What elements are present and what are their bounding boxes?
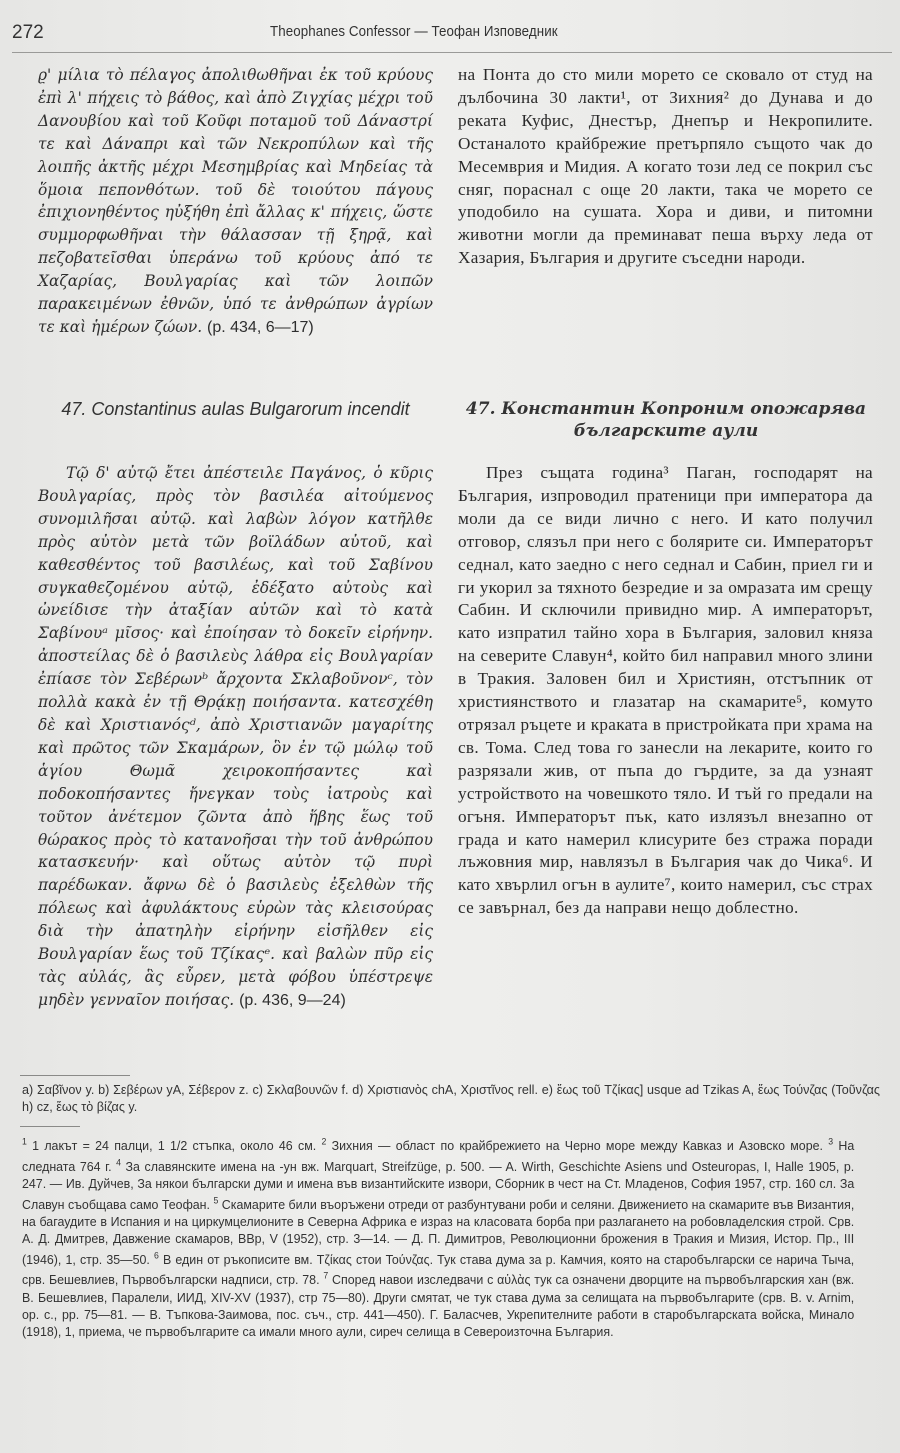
bulgarian-text-47 xyxy=(458,462,873,920)
apparatus-rule xyxy=(20,1075,130,1076)
greek-text-47 xyxy=(38,462,433,1013)
greek-text-46 xyxy=(38,64,433,340)
bulgarian-section-title: 47. Константин Копроним опожарява българските аули xyxy=(465,399,867,441)
header-rule xyxy=(12,52,892,53)
page-number: 272 xyxy=(12,22,44,43)
running-head xyxy=(12,22,892,44)
greek-source-ref: (p. 434, 6—17) xyxy=(207,318,314,336)
footnote-5: $^5$ Скамарите били въоръжени отреди от разбунтувани роби и селяни. Движението на скамарите във Византия, на багаудите в Испания и на циркумцелионите в Северна Африка е израз на класовата борба при разлагането на робовладелския строй. Срв. А. Д. Дмитрев, Давжение скамаров, ВВр, V (1952), стр. 3—14. — Д. П. Димитров, Революционни брожения в Тракия и Мизия, Истор. Пр., III (1946), 1, стр. 35—50. xyxy=(22,1195,855,1267)
greek-paragraph: Τῷ δ' αὐτῷ ἔτει ἀπέστειλε Παγάνος, ὁ κῦρις Βουλγαρίας, πρὸς τὸν βασιλέα αἰτούμενος συνομιλῆσαι αὐτῷ. καὶ λαβὼν λόγον κατῆλθε πρὸς αὐτὸν μετὰ τῶν βοϊλάδων αὐτοῦ, καὶ καθεσθέντος τοῦ βασιλέως, καὶ τοῦ Σαβίνου συγκαθεζομένου αὐτῷ, ἐδέξατο αὐτοὺς καὶ ὠνείδισε τὴν ἀταξίαν αὐτῶν καὶ τὸ κατὰ Σαβίνουᵃ μῖσος· καὶ ἐποίησαν τὸ δοκεῖν εἰρήνην. ἀποστείλας δὲ ὁ βασιλεὺς λάθρα εἰς Βουλγαρίαν ἐπίασε τὸν Σεβέρωνᵇ ἄρχοντα Σκλαβοῦνονᶜ, τὸν πολλὰ κακὰ ἐν τῇ Θρᾴκῃ ποιήσαντα. κατεσχέθη δὲ καὶ Χριστιανόςᵈ, ἀπὸ Χριστιανῶν μαγαρίτης καὶ πρῶτος τῶν Σκαμάρων, ὃν ἐν τῷ μώλῳ τοῦ ἁγίου Θωμᾶ χειροκοπήσαντες καὶ ποδοκοπήσαντες ἤνεγκαν τοὺς ἰατροὺς καὶ τοῦτον ἀνέτεμον ζῶντα ἀπὸ ἥβης ἕως τοῦ θώρακος πρὸς τὸ κατανοῆσαι τὴν τοῦ ἀνθρώπου κατασκευήν· καὶ οὕτως αὐτὸν τῷ πυρὶ παρέδωκαν. ἄφνω δὲ ὁ βασιλεὺς ἐξελθὼν τῆς πόλεως καὶ ἀφυλάκτους εὑρὼν τὰς κλεισούρας διὰ τὴν ἀπατηλὴν εἰρήνην εἰσῆλθεν εἰς Βουλγαρίαν ἕως τοῦ Τζίκαςᵉ. καὶ βαλὼν πῦρ εἰς τὰς αὐλάς, ἃς εὗρεν, μετὰ φόβου ὑπέστρεψε μηδὲν γενναῖον ποιήσας. xyxy=(38,464,433,1009)
critical-apparatus: a) Σαβῖνον y. b) Σεβέρων yA, Σέβερον z. c) Σκλαβουνῶν f. d) Χριστιανὸς chA, Χριστῖνος rell. e) ἕως τοῦ Τζίκας] usque ad Tzikas A, ἕως Τούνζας (Τοῦνζας h) cz, ἕως τὸ βίζας y. xyxy=(22,1083,880,1114)
running-title: Theophanes Confessor — Теофан Изповедник xyxy=(270,24,558,40)
footnote-7: $^7$ Според навои изследвачи с αὐλὰς тук са означени дворците на първобългарския хан (вж. В. Бешевлиев, Паралели, ИИД, XIV-XV (1937), стр 75—80). Други смятат, че тук става дума за селищата на първобългарите (срв. B. v. Arnim, op. c., pp. 75—81. — В. Тъпкова-Заимова, пос. съч., стр. 441—450). Г. Баласчев, Укрепителните работи в старобългарската войска, Минало (1918), 1, приема, че първобългарите са имали много аули, сиреч селища в Североизточна България. xyxy=(22,1271,855,1340)
footnote-2: $^2$ Зихния — област по крайбрежието на Черно море между Кавказ и Азовско море. xyxy=(321,1137,823,1154)
bulgarian-text-46 xyxy=(458,64,873,270)
footnote-6: $^6$ В един от ръкописите вм. Τζίκας стои Τούνζας. Тук става дума за р. Камчия, която на старобългарски се нарича Тыча, срв. Бешевлиев, Първобългарски надписи, стр. 78. xyxy=(22,1250,855,1288)
footnote-3: $^3$ На следната 764 г. xyxy=(22,1137,855,1174)
latin-section-title: 47. Constantinus aulas Bulgarorum incendit xyxy=(61,399,410,419)
footnote-rule xyxy=(20,1126,80,1127)
bulgarian-paragraph: През същата година³ Паган, господарят на България, изпроводил пратеници при императора да моли да се види лично с него. И като получил отговор, слязъл при него с болярите си. Императорът седнал, като заедно с него седнал и Сабин, приел ги и ги укорил за тяхното безредие и за омразата им срещу Сабин. И сключили привидно мир. А императорът, като изпратил тайно хора в България, заловил княза на северите Славун⁴, който бил направил много злини в Тракия. Заловен бил и Християн, отстъпник от християнството и глазатар на скамарите⁵, комуто отрязал ръцете и краката в пристройката при храма на св. Тома. След това го занесли на лекарите, които го разрязали жив, от пъпа до гърдите, за да узнаят устройството на човешкото тяло. И тъй го предали на огъня. Императорът пък, като излязъл внезапно от града и като намерил клисурите без стража поради лъжовния мир, навлязъл в България чак до Чика⁶. И като хвърлил огън в аулите⁷, които намерил, със страх се завърнал, без да направи нещо доблестно. xyxy=(458,463,873,918)
bulgarian-paragraph: на Понта до сто мили морето се сковало от студ на дълбочина 30 лакти¹, от Зихния² до Дунава и до реката Куфис, Днестър, Днепър и Некропилите. Останалото крайбрежие претърпяло същото чак до Месемврия и Мидия. А когато този лед се покрил със сняг, пораснал с още 20 лакти, така че морето се уподобило на сушата. Хора и диви, и питомни животни могли да преминават пеша върху леда от Хазария, България и другите съседни народи. xyxy=(458,65,873,268)
footnote-1: $^1$ 1 лакът = 24 палци, 1 1/2 стъпка, около 46 см. xyxy=(22,1137,317,1154)
greek-paragraph: ϱ' μίλια τὸ πέλαγος ἀπολιθωθῆναι ἐκ τοῦ κρύους ἐπὶ λ' πήχεις τὸ βάθος, καὶ ἀπὸ Ζιγχίας μέχρι τοῦ Δανουβίου καὶ τοῦ Κοῦφι ποταμοῦ τοῦ Δάναστρί τε καὶ Δάναπρι καὶ τῶν Νεκροπύλων καὶ τῆς λοιπῆς ἀκτῆς μέχρι Μεσημβρίας καὶ Μηδείας τὰ ὅμοια πεπονθότων. τοῦ δὲ τοιούτου πάγους ἐπιχιονηθέντος ηὐξήθη ἐπὶ ἄλλας κ' πήχεις, ὥστε συμμορφωθῆναι τὴν θάλασσαν τῇ ξηρᾷ, καὶ πεζοβατεῖσθαι ὑπεράνω τοῦ κρύους ἀπό τε Χαζαρίας, Βουλγαρίας καὶ τῶν λοιπῶν παρακειμένων ἐθνῶν, ὑπό τε ἀνθρώπων ἀγρίων τε καὶ ἡμέρων ζώων. xyxy=(38,66,433,336)
footnote-4: $^4$ За славянските имена на -ун вж. Marquart, Streifzüge, p. 500. — A. Wirth, Geschichte Asiens und Osteuropas, I, Halle 1905, p. 247. — Ив. Дуйчев, За някои български думи и имена във византийските извори, Сборник в чест на Ст. Младенов, София 1957, стр. 160 сл. За Славун съобщава само Теофан. xyxy=(22,1157,855,1212)
footnotes xyxy=(22,1134,854,1341)
greek-source-ref: (p. 436, 9—24) xyxy=(239,991,346,1009)
